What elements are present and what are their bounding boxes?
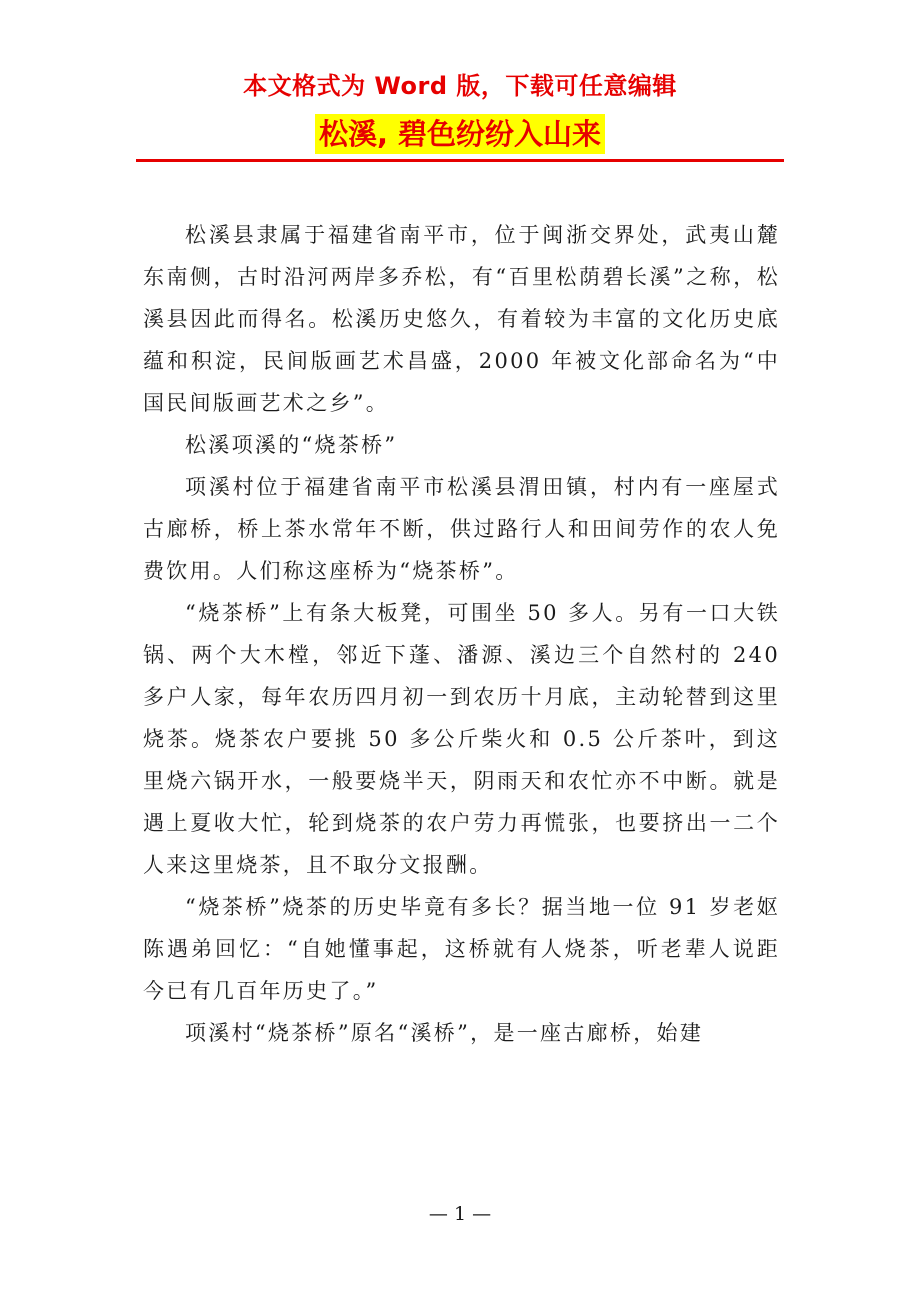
paragraph-bridge: 项溪村“烧茶桥”原名“溪桥”，是一座古廊桥，始建 bbox=[185, 1021, 704, 1045]
paragraph-intro: 松溪县隶属于福建省南平市，位于闽浙交界处，武夷山麓东南侧，古时沿河两岸多乔松，有“百里松荫碧长溪”之称，松溪县因此而得名。松溪历史悠久，有着较为丰富的文化历史底蕴和积淀，民间版画艺术昌盛，2000 年被文化部命名为“中国民间版画艺术之乡”。 bbox=[143, 223, 780, 415]
document-body bbox=[143, 214, 780, 1054]
paragraph-history: “烧茶桥”烧茶的历史毕竟有多长？据当地一位 91 岁老妪陈遇弟回忆：“自她懂事起，这桥就有人烧茶，听老辈人说距今已有几百年历史了。” bbox=[143, 895, 780, 1003]
download-notice: 本文格式为 Word 版，下载可任意编辑 bbox=[243, 72, 677, 100]
title-divider bbox=[136, 159, 784, 162]
page-number: — 1 — bbox=[428, 1203, 492, 1225]
paragraph-village: 项溪村位于福建省南平市松溪县渭田镇，村内有一座屋式古廊桥，桥上茶水常年不断，供过路行人和田间劳作的农人免费饮用。人们称这座桥为“烧茶桥”。 bbox=[143, 475, 780, 583]
paragraph-bench: “烧茶桥”上有条大板凳，可围坐 50 多人。另有一口大铁锅、两个大木樘，邻近下蓬、潘源、溪边三个自然村的 240 多户人家，每年农历四月初一到农历十月底，主动轮替到这里烧茶。烧茶农户要挑 50 多公斤柴火和 0.5 公斤茶叶，到这里烧六锅开水，一般要烧半天，阴雨天和农忙亦不中断。就是遇上夏收大忙，轮到烧茶的农户劳力再慌张，也要挤出一二个人来这里烧茶，且不取分文报酬。 bbox=[143, 601, 780, 877]
document-title: 松溪, 碧色纷纷入山来 bbox=[315, 114, 605, 154]
section-heading: 松溪项溪的“烧茶桥” bbox=[185, 433, 398, 457]
title-container bbox=[0, 114, 920, 154]
